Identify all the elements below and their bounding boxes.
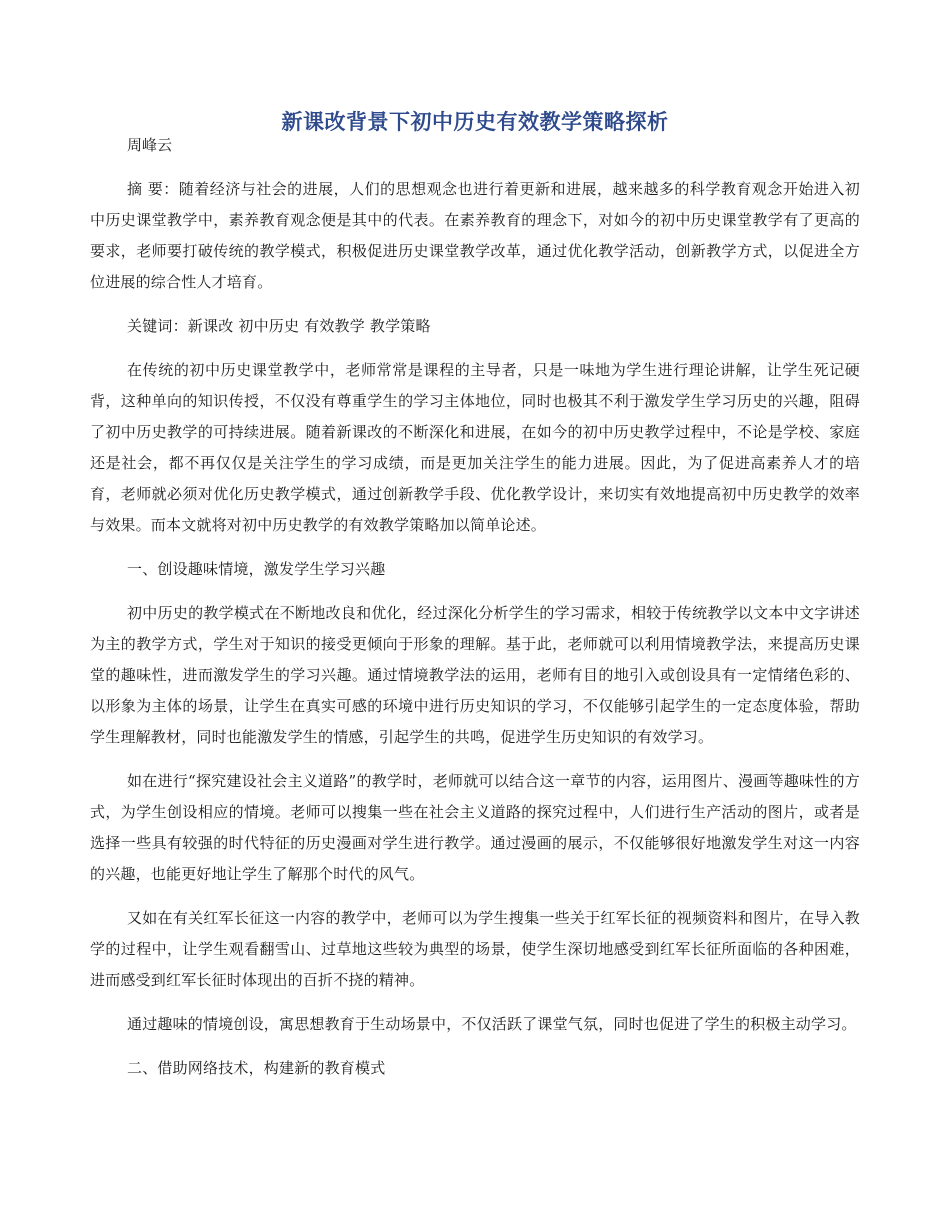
keywords-paragraph: 关键词：新课改 初中历史 有效教学 教学策略 <box>127 317 431 335</box>
author-name: 周峰云 <box>127 136 173 154</box>
body-paragraph: 又如在有关红军长征这一内容的教学中，老师可以为学生搜集一些关于红军长征的视频资料和图片，在导入教学的过程中，让学生观看翻雪山、过草地这些较为典型的场景，使学生深切地感受到红军长征所面临的各种困难，进而感受到红军长征时体现出的百折不挠的精神。 <box>90 909 860 989</box>
intro-paragraph: 在传统的初中历史课堂教学中，老师常常是课程的主导者，只是一味地为学生进行理论讲解，让学生死记硬背，这种单向的知识传授，不仅没有尊重学生的学习主体地位，同时也极其不利于激发学生学习历史的兴趣，阻碍了初中历史教学的可持续进展。随着新课改的不断深化和进展，在如今的初中历史教学过程中，不论是学校、家庭还是社会，都不再仅仅是关注学生的学习成绩，而是更加关注学生的能力进展。因此，为了促进高素养人才的培育，老师就必须对优化历史教学模式，通过创新教学手段、优化教学设计，来切实有效地提高初中历史教学的效率与效果。而本文就将对初中历史教学的有效教学策略加以简单论述。 <box>90 361 860 534</box>
document-title: 新课改背景下初中历史有效教学策略探析 <box>281 110 669 134</box>
body-paragraph: 通过趣味的情境创设，寓思想教育于生动场景中，不仅活跃了课堂气氛，同时也促进了学生的积极主动学习。 <box>127 1015 857 1033</box>
section-heading-1: 一、创设趣味情境，激发学生学习兴趣 <box>127 560 386 578</box>
body-paragraph: 如在进行“探究建设社会主义道路”的教学时，老师就可以结合这一章节的内容，运用图片、漫画等趣味性的方式，为学生创设相应的情境。老师可以搜集一些在社会主义道路的探究过程中，人们进行生产活动的图片，或者是选择一些具有较强的时代特征的历史漫画对学生进行教学。通过漫画的展示，不仅能够很好地激发学生对这一内容的兴趣，也能更好地让学生了解那个时代的风气。 <box>90 772 860 883</box>
body-paragraph: 初中历史的教学模式在不断地改良和优化，经过深化分析学生的学习需求，相较于传统教学以文本中文字讲述为主的教学方式，学生对于知识的接受更倾向于形象的理解。基于此，老师就可以利用情境教学法，来提高历史课堂的趣味性，进而激发学生的学习兴趣。通过情境教学法的运用，老师有目的地引入或创设具有一定情绪色彩的、以形象为主体的场景，让学生在真实可感的环境中进行历史知识的学习，不仅能够引起学生的一定态度体验，帮助学生理解教材，同时也能激发学生的情感，引起学生的共鸣，促进学生历史知识的有效学习。 <box>90 604 860 746</box>
document-body <box>90 174 860 1097</box>
section-heading-2: 二、借助网络技术，构建新的教育模式 <box>127 1059 386 1077</box>
abstract-paragraph: 摘 要：随着经济与社会的进展，人们的思想观念也进行着更新和进展，越来越多的科学教育观念开始进入初中历史课堂教学中，素养教育观念便是其中的代表。在素养教育的理念下，对如今的初中历史课堂教学有了更高的要求，老师要打破传统的教学模式，积极促进历史课堂教学改革，通过优化教学活动，创新教学方式，以促进全方位进展的综合性人才培育。 <box>90 180 860 291</box>
